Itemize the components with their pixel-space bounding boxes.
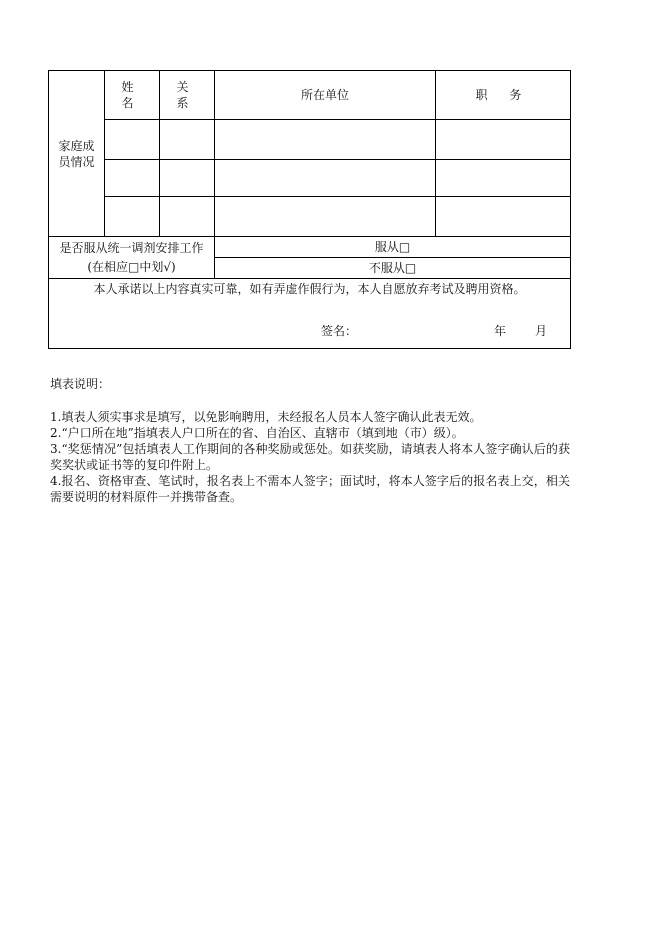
family-section-label: 家庭成员情况 [58,138,95,169]
option-accept[interactable]: 服从□ [215,237,571,258]
header-name: 姓 名 [105,71,160,120]
adjustment-question: 是否服从统一调剂安排工作 [59,240,204,255]
family-unit-cell[interactable] [215,120,436,160]
family-row [49,160,571,197]
instructions-title: 填表说明： [50,377,111,391]
promise-text: 本人承诺以上内容真实可靠，如有弄虚作假行为，本人自愿放弃考试及聘用资格。 [93,282,526,296]
filling-instructions [50,376,570,505]
instruction-item: 1.填表人须实事求是填写，以免影响聘用，未经报名人员本人签字确认此表无效。 [50,410,482,424]
header-unit: 所在单位 [215,71,436,120]
family-row [49,197,571,237]
family-relation-cell[interactable] [160,120,215,160]
option-refuse[interactable]: 不服从□ [215,258,571,279]
family-unit-cell[interactable] [215,197,436,237]
promise-cell [49,279,571,349]
instruction-item: 4.报名、资格审查、笔试时，报名表上不需本人签字；面试时，将本人签字后的报名表上交，相关需要说明的材料原件一并携带备查。 [50,474,570,504]
registration-form-table [48,70,571,349]
signature-label: 签名： [321,324,358,338]
family-name-cell[interactable] [105,197,160,237]
family-relation-cell[interactable] [160,197,215,237]
adjustment-question-cell [49,237,215,279]
family-name-cell[interactable] [105,160,160,197]
adjustment-hint: (在相应□中划√) [87,259,176,274]
header-position: 职 务 [436,71,571,120]
year-label: 年 [494,324,507,338]
family-relation-cell[interactable] [160,160,215,197]
family-unit-cell[interactable] [215,160,436,197]
family-section-label-cell [49,71,105,237]
month-label: 月 [535,324,548,338]
family-position-cell[interactable] [436,197,571,237]
family-position-cell[interactable] [436,160,571,197]
instruction-item: 2.“户口所在地”指填表人户口所在的省、自治区、直辖市（填到地（市）级）。 [50,426,464,440]
family-name-cell[interactable] [105,120,160,160]
signature-line [49,323,570,339]
instruction-item: 3.“奖惩情况”包括填表人工作期间的各种奖励或惩处。如获奖励，请填表人将本人签字确认后的获奖奖状或证书等的复印件附上。 [50,442,570,472]
family-row [49,120,571,160]
header-relation: 关 系 [160,71,215,120]
family-position-cell[interactable] [436,120,571,160]
